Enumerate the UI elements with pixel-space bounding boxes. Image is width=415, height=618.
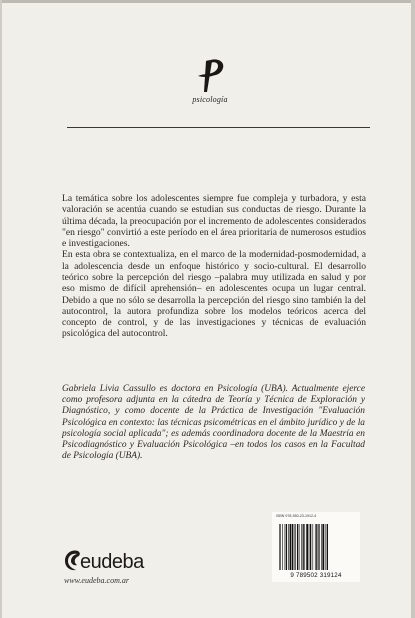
description-paragraph-2: En esta obra se contextualiza, en el marco de la modernidad-posmodernidad, a la adolescencia desde un enfoque histórico y socio-cultural. El desarrollo teórico sobre la percepción del riesgo –palabra muy utilizada en salud y por eso mismo de difícil aprehensión– en adolescentes ocupa un lugar central. Debido a que no sólo se desarrolla la percepción del riesgo sino también la del autocontrol, la autora profundiza sobre los modelos teóricos acerca del concepto de control, y de las investigaciones y técnicas de evaluación psicológica del autocontrol. [62,249,366,340]
page-edge-top [0,0,415,3]
barcode-block [272,512,360,582]
publisher-name: eudeba [80,551,144,573]
series-logo-text: psicología [192,95,228,104]
barcode-digits: 9 789502 319124 [290,572,342,579]
author-bio [62,384,365,462]
publisher-url: www.eudeba.com.ar [64,576,129,585]
description-paragraph-1: La temática sobre los adolescentes siempre fue compleja y turbadora, y esta valoración se acentúa cuando se estudian sus conductas de riesgo. Durante la última década, la preocupación por el incremento de adolescentes considerados "en riesgo" convirtió a este período en el área prioritaria de numerosos estudios e investigaciones. [62,193,366,250]
publisher-logo [62,548,182,572]
description [62,193,366,340]
barcode-icon [278,524,354,570]
series-logo [180,58,240,104]
divider-rule [67,127,370,128]
publisher-block [62,548,182,585]
page-edge-left [0,0,2,618]
author-bio-text: Gabriela Livia Cassullo es doctora en Psicología (UBA). Actualmente ejerce como profesora adjunta en la cátedra de Teoría y Técnica de Exploración y Diagnóstico, y como docente de la Práctica de Investigación "Evaluación Psicológica en contexto: las técnicas psicométricas en el ámbito jurídico y de la psicología social aplicada"; es además coordinadora docente de la Maestría en Psicodiagnóstico y Evaluación Psicológica –en todos los casos en la Facultad de Psicología (UBA). [62,384,365,462]
isbn-label: ISBN 978-950-23-1912-4 [276,514,317,518]
page-edge-right [411,0,415,618]
eudeba-swirl-icon [62,548,82,572]
p-logo-icon [194,58,226,94]
